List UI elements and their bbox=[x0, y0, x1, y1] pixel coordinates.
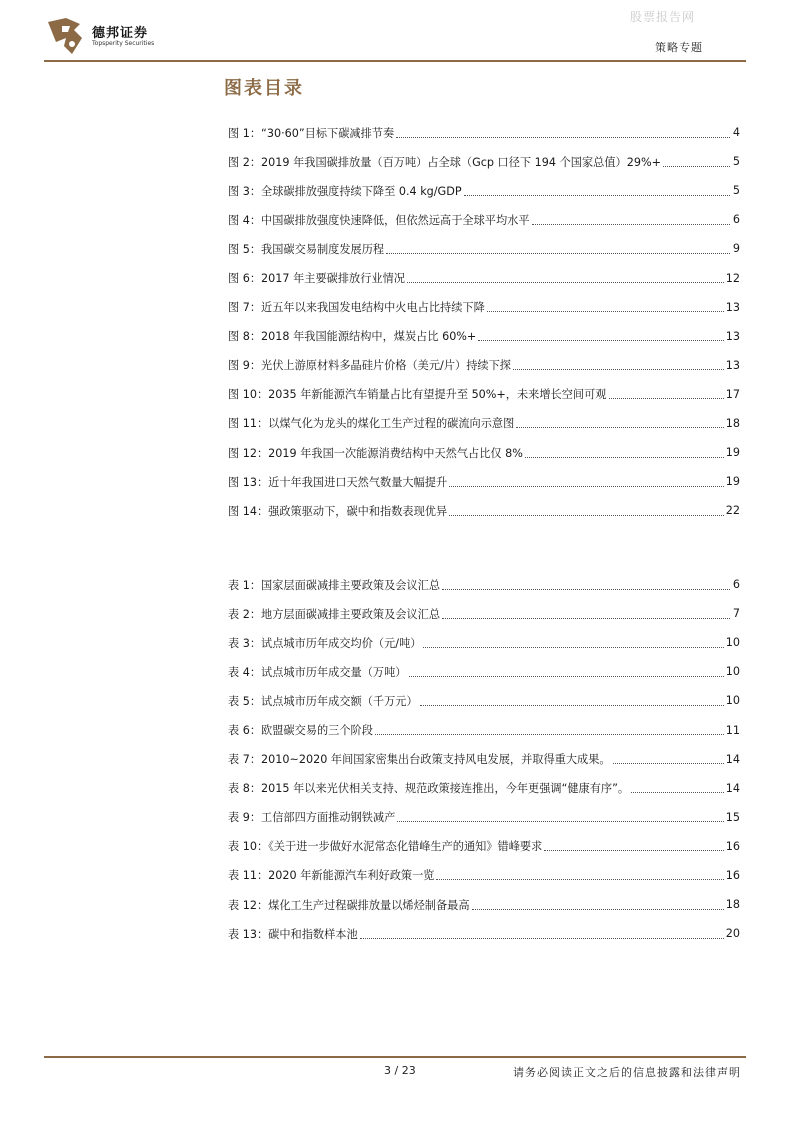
toc-entry-page: 18 bbox=[725, 898, 740, 912]
toc-entry-label: 图 13：近十年我国进口天然气数量大幅提升 bbox=[228, 475, 448, 489]
toc-entry-page: 14 bbox=[725, 752, 740, 766]
toc-entry-figure[interactable] bbox=[228, 176, 740, 205]
toc-entry-page: 6 bbox=[732, 578, 740, 592]
toc-entry-page: 10 bbox=[725, 636, 740, 650]
toc-entry-label: 表 6：欧盟碳交易的三个阶段 bbox=[228, 724, 373, 738]
logo-name-en: Topsperity Securities bbox=[92, 40, 155, 47]
toc-entry-figure[interactable] bbox=[228, 118, 740, 147]
toc-entry-page: 20 bbox=[725, 927, 740, 941]
toc-entry-page: 10 bbox=[725, 694, 740, 708]
toc-entry-label: 图 6：2017 年主要碳排放行业情况 bbox=[228, 272, 405, 286]
legal-disclaimer: 请务必阅读正文之后的信息披露和法律声明 bbox=[513, 1066, 741, 1079]
toc-entry-figure[interactable] bbox=[228, 322, 740, 351]
leader-dots bbox=[631, 791, 724, 793]
toc-entry-page: 13 bbox=[725, 300, 740, 314]
toc-entry-label: 表 11：2020 年新能源汽车利好政策一览 bbox=[228, 869, 435, 883]
leader-dots bbox=[609, 397, 724, 399]
toc-entry-table[interactable] bbox=[228, 803, 740, 832]
toc-entry-page: 13 bbox=[725, 329, 740, 343]
toc-entry-table[interactable] bbox=[228, 599, 740, 628]
leader-dots bbox=[449, 485, 724, 487]
leader-dots bbox=[397, 820, 723, 822]
toc-entry-table[interactable] bbox=[228, 832, 740, 861]
leader-dots bbox=[436, 878, 723, 880]
toc-entry-figure[interactable] bbox=[228, 205, 740, 234]
toc-entry-label: 图 3：全球碳排放强度持续下降至 0.4 kg/GDP bbox=[228, 184, 462, 198]
leader-dots bbox=[396, 136, 730, 138]
toc-entry-label: 图 11：以煤气化为龙头的煤化工生产过程的碳流向示意图 bbox=[228, 417, 515, 431]
toc-entry-page: 16 bbox=[725, 839, 740, 853]
toc-entry-page: 13 bbox=[725, 358, 740, 372]
leader-dots bbox=[420, 704, 724, 706]
toc-entry-label: 表 12：煤化工生产过程碳排放量以烯烃制备最高 bbox=[228, 898, 470, 912]
leader-dots bbox=[409, 675, 724, 677]
toc-entry-page: 15 bbox=[725, 810, 740, 824]
toc-entry-label: 表 13：碳中和指数样本池 bbox=[228, 927, 358, 941]
watermark: 股票报告网 bbox=[629, 10, 695, 24]
toc-entry-page: 18 bbox=[725, 416, 740, 430]
toc-entry-table[interactable] bbox=[228, 686, 740, 715]
leader-dots bbox=[442, 617, 730, 619]
toc-entry-label: 表 1：国家层面碳减排主要政策及会议汇总 bbox=[228, 578, 441, 592]
toc-entry-label: 表 2：地方层面碳减排主要政策及会议汇总 bbox=[228, 607, 441, 621]
leader-dots bbox=[360, 937, 724, 939]
leader-dots bbox=[472, 908, 724, 910]
toc-entry-page: 5 bbox=[732, 184, 740, 198]
leader-dots bbox=[464, 194, 730, 196]
toc-entry-label: 表 4：试点城市历年成交量（万吨） bbox=[228, 665, 407, 679]
toc-entry-table[interactable] bbox=[228, 861, 740, 890]
toc-entry-figure[interactable] bbox=[228, 438, 740, 467]
toc-entry-page: 19 bbox=[725, 446, 740, 460]
toc-entry-label: 表 5：试点城市历年成交额（千万元） bbox=[228, 694, 418, 708]
toc-entry-page: 5 bbox=[732, 155, 740, 169]
toc-entry-label: 图 8：2018 年我国能源结构中，煤炭占比 60%+ bbox=[228, 330, 477, 344]
toc-entry-label: 表 7：2010~2020 年间国家密集出台政策支持风电发展，并取得重大成果。 bbox=[228, 753, 611, 767]
figure-list bbox=[228, 118, 740, 525]
page-number: 3 / 23 bbox=[384, 1064, 416, 1077]
leader-dots bbox=[525, 456, 724, 458]
toc-entry-label: 图 5：我国碳交易制度发展历程 bbox=[228, 242, 385, 256]
table-list bbox=[228, 570, 740, 948]
toc-entry-figure[interactable] bbox=[228, 147, 740, 176]
toc-entry-figure[interactable] bbox=[228, 234, 740, 263]
leader-dots bbox=[613, 762, 724, 764]
toc-entry-page: 6 bbox=[732, 213, 740, 227]
toc-entry-table[interactable] bbox=[228, 657, 740, 686]
toc-entry-label: 图 9：光伏上游原材料多晶硅片价格（美元/片）持续下探 bbox=[228, 359, 511, 373]
toc-entry-page: 19 bbox=[725, 475, 740, 489]
toc-entry-table[interactable] bbox=[228, 890, 740, 919]
toc-entry-table[interactable] bbox=[228, 919, 740, 948]
toc-entry-figure[interactable] bbox=[228, 409, 740, 438]
toc-entry-figure[interactable] bbox=[228, 351, 740, 380]
toc-entry-page: 16 bbox=[725, 868, 740, 882]
toc-entry-page: 9 bbox=[732, 242, 740, 256]
report-section-label: 策略专题 bbox=[655, 41, 703, 54]
toc-entry-label: 图 4：中国碳排放强度快速降低，但依然远高于全球平均水平 bbox=[228, 213, 530, 227]
page-title: 图表目录 bbox=[224, 78, 304, 99]
toc-entry-label: 图 12：2019 年我国一次能源消费结构中天然气占比仅 8% bbox=[228, 446, 523, 460]
toc-entry-table[interactable] bbox=[228, 774, 740, 803]
toc-entry-page: 7 bbox=[732, 607, 740, 621]
leader-dots bbox=[487, 310, 724, 312]
toc-entry-label: 图 2：2019 年我国碳排放量（百万吨）占全球（Gcp 口径下 194 个国家总值）29%+ bbox=[228, 155, 661, 169]
toc-entry-label: 图 1：“30·60”目标下碳减排节奏 bbox=[228, 126, 395, 140]
leader-dots bbox=[663, 165, 730, 167]
leader-dots bbox=[449, 514, 724, 516]
toc-entry-figure[interactable] bbox=[228, 380, 740, 409]
leader-dots bbox=[544, 849, 723, 851]
toc-entry-table[interactable] bbox=[228, 570, 740, 599]
leader-dots bbox=[532, 223, 730, 225]
logo-emblem-icon bbox=[44, 16, 86, 56]
toc-entry-page: 22 bbox=[725, 504, 740, 518]
logo-name-cn: 德邦证券 bbox=[92, 26, 149, 41]
toc-entry-figure[interactable] bbox=[228, 467, 740, 496]
toc-entry-label: 图 14：强政策驱动下，碳中和指数表现优异 bbox=[228, 504, 448, 518]
toc-entry-label: 表 10：《关于进一步做好水泥常态化错峰生产的通知》错峰要求 bbox=[228, 840, 543, 854]
toc-entry-figure[interactable] bbox=[228, 496, 740, 525]
leader-dots bbox=[516, 426, 723, 428]
header-divider bbox=[44, 60, 746, 62]
toc-entry-table[interactable] bbox=[228, 715, 740, 744]
toc-entry-page: 12 bbox=[725, 271, 740, 285]
company-logo bbox=[44, 16, 154, 56]
toc-entry-page: 4 bbox=[732, 126, 740, 140]
toc-entry-label: 图 10：2035 年新能源汽车销量占比有望提升至 50%+，未来增长空间可观 bbox=[228, 388, 607, 402]
leader-dots bbox=[442, 588, 730, 590]
leader-dots bbox=[375, 733, 724, 735]
leader-dots bbox=[386, 252, 730, 254]
toc-entry-figure[interactable] bbox=[228, 293, 740, 322]
toc-entry-page: 14 bbox=[725, 781, 740, 795]
toc-entry-page: 11 bbox=[725, 723, 740, 737]
toc-entry-page: 10 bbox=[725, 665, 740, 679]
leader-dots bbox=[423, 646, 723, 648]
leader-dots bbox=[478, 339, 723, 341]
leader-dots bbox=[513, 368, 724, 370]
footer-divider bbox=[44, 1056, 746, 1058]
toc-entry-page: 17 bbox=[725, 387, 740, 401]
toc-entry-table[interactable] bbox=[228, 628, 740, 657]
toc-entry-label: 图 7：近五年以来我国发电结构中火电占比持续下降 bbox=[228, 301, 485, 315]
toc-entry-label: 表 3：试点城市历年成交均价（元/吨） bbox=[228, 636, 422, 650]
toc-entry-table[interactable] bbox=[228, 745, 740, 774]
leader-dots bbox=[407, 281, 724, 283]
toc-entry-figure[interactable] bbox=[228, 263, 740, 292]
toc-entry-label: 表 9：工信部四方面推动钢铁减产 bbox=[228, 811, 396, 825]
toc-entry-label: 表 8：2015 年以来光伏相关支持、规范政策接连推出，今年更强调“健康有序”。 bbox=[228, 782, 630, 796]
